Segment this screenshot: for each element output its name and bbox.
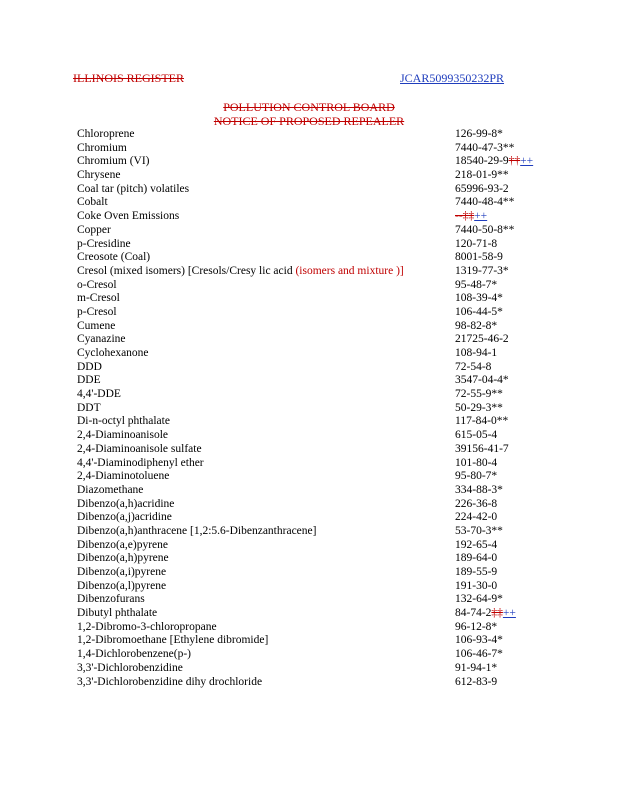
substance-name — [77, 333, 126, 347]
substance-row — [77, 634, 557, 648]
substance-row — [77, 320, 557, 334]
cas-inserted-marker: ++ — [474, 210, 488, 223]
substance-row — [77, 279, 557, 293]
substance-row — [77, 429, 557, 443]
substance-row — [77, 566, 557, 580]
substance-name — [77, 566, 166, 580]
substance-name-text: Coke Oven Emissions — [77, 210, 180, 223]
substance-row — [77, 498, 557, 512]
substance-name — [77, 388, 121, 402]
cas-number-text: 612-83-9 — [455, 675, 498, 688]
substance-name-text: DDD — [77, 360, 102, 373]
substance-row — [77, 142, 557, 156]
cas-deleted-marker: †† — [508, 155, 521, 168]
substance-name — [77, 580, 166, 594]
substance-row — [77, 511, 557, 525]
cas-number — [455, 169, 509, 183]
substance-row — [77, 552, 557, 566]
substance-name — [77, 374, 101, 388]
cas-number — [455, 593, 503, 607]
cas-number — [455, 484, 503, 498]
cas-number — [455, 210, 487, 224]
substance-name-text: Cresol (mixed isomers) [Cresols/Cresy lic acid — [77, 264, 296, 277]
cas-number — [455, 415, 508, 429]
substance-row — [77, 539, 557, 553]
cas-number — [455, 634, 503, 648]
cas-number — [455, 621, 497, 635]
substance-name — [77, 621, 217, 635]
substance-name-text: Cumene — [77, 319, 116, 332]
board-title: POLLUTION CONTROL BOARD — [223, 100, 395, 114]
cas-number — [455, 607, 516, 621]
cas-number-text: 39156-41-7 — [455, 442, 509, 455]
substance-row — [77, 374, 557, 388]
cas-number-text: 192-65-4 — [455, 538, 498, 551]
substance-name-text: DDT — [77, 401, 101, 414]
substance-name — [77, 306, 117, 320]
cas-number-text: 189-55-9 — [455, 566, 498, 578]
substance-row — [77, 525, 557, 539]
substance-name — [77, 457, 204, 471]
cas-number — [455, 306, 503, 320]
substance-name — [77, 155, 150, 169]
substance-name-text: 2,4-Diaminotoluene — [77, 470, 170, 483]
cas-number-text: 7440-50-8** — [455, 223, 515, 236]
cas-number-text: 65996-93-2 — [455, 182, 509, 195]
cas-number — [455, 402, 503, 416]
substance-row — [77, 402, 557, 416]
substance-row — [77, 265, 557, 279]
substance-name-text: 2,4-Diaminoanisole — [77, 429, 169, 442]
substance-name-text: o-Cresol — [77, 278, 117, 291]
substance-name — [77, 347, 149, 361]
cas-number — [455, 238, 497, 252]
substance-name — [77, 443, 202, 457]
cas-number-text: 117-84-0** — [455, 415, 509, 428]
cas-number-text: 218-01-9** — [455, 169, 509, 182]
cas-inserted-marker: ++ — [520, 155, 534, 168]
cas-number — [455, 347, 497, 361]
substance-row — [77, 443, 557, 457]
document-id-link[interactable]: JCAR5099350232PR — [400, 71, 505, 85]
cas-number — [455, 155, 533, 169]
substance-row — [77, 169, 557, 183]
substance-list — [77, 128, 557, 689]
substance-name-text: Coal tar (pitch) volatiles — [77, 182, 190, 195]
substance-name-text: 3,3'-Dichlorobenzidine dihy drochloride — [77, 675, 263, 688]
cas-number — [455, 320, 497, 334]
cas-number-text: 615-05-4 — [455, 429, 498, 442]
substance-name — [77, 525, 316, 539]
cas-number — [455, 333, 509, 347]
cas-number-text: 98-82-8* — [455, 319, 498, 332]
cas-number-text: 189-64-0 — [455, 552, 498, 565]
cas-number — [455, 662, 497, 676]
substance-row — [77, 224, 557, 238]
substance-name-text: Chromium — [77, 141, 127, 154]
cas-number — [455, 279, 497, 293]
substance-name — [77, 128, 134, 142]
substance-row — [77, 183, 557, 197]
substance-row — [77, 593, 557, 607]
substance-name — [77, 402, 101, 416]
cas-number-text: 334-88-3* — [455, 483, 503, 496]
substance-name — [77, 511, 172, 525]
substance-row — [77, 306, 557, 320]
substance-name — [77, 361, 102, 375]
substance-name — [77, 593, 145, 607]
substance-row — [77, 580, 557, 594]
substance-name — [77, 648, 191, 662]
substance-row — [77, 238, 557, 252]
cas-number-text: 95-80-7* — [455, 470, 498, 483]
cas-number-text: 108-94-1 — [455, 347, 498, 359]
substance-name-text: Dibenzo(a,j)acridine — [77, 511, 172, 524]
substance-name — [77, 415, 170, 429]
substance-row — [77, 292, 557, 306]
substance-row — [77, 415, 557, 429]
substance-name-amendment: (isomers and mixture )] — [295, 264, 404, 277]
cas-number-text: 3547-04-4* — [455, 374, 509, 387]
substance-name — [77, 279, 117, 293]
substance-row — [77, 621, 557, 635]
cas-number — [455, 552, 497, 566]
cas-number — [455, 142, 514, 156]
cas-number-text: 21725-46-2 — [455, 333, 509, 346]
substance-name-text: Cyanazine — [77, 333, 126, 346]
substance-name-text: Dibenzo(a,h)anthracene [1,2:5.6-Dibenzanthracene] — [77, 524, 317, 537]
substance-name-text: Cobalt — [77, 196, 108, 209]
cas-number-text: 106-46-7* — [455, 648, 503, 661]
cas-number-text: 120-71-8 — [455, 237, 498, 250]
substance-name-text: Chromium (VI) — [77, 155, 150, 168]
substance-name — [77, 265, 404, 279]
substance-row — [77, 333, 557, 347]
cas-number-text: 7440-48-4** — [455, 196, 515, 209]
substance-name — [77, 539, 168, 553]
substance-name — [77, 292, 120, 306]
substance-row — [77, 676, 557, 690]
substance-name-text: 4,4'-DDE — [77, 388, 121, 401]
substance-name-text: m-Cresol — [77, 292, 120, 305]
cas-number-text: 72-55-9** — [455, 388, 503, 401]
substance-name-text: Diazomethane — [77, 483, 144, 496]
substance-name — [77, 634, 268, 648]
cas-number-text: 191-30-0 — [455, 579, 498, 592]
cas-number-text: 106-93-4* — [455, 634, 503, 647]
cas-number-text: 101-80-4 — [455, 456, 498, 469]
substance-name — [77, 196, 108, 210]
substance-name — [77, 142, 127, 156]
substance-name-text: Chrysene — [77, 169, 121, 182]
cas-number — [455, 429, 497, 443]
substance-name — [77, 470, 169, 484]
cas-number-text: 1319-77-3* — [455, 264, 509, 277]
cas-inserted-marker: ++ — [502, 607, 516, 620]
substance-name — [77, 224, 111, 238]
substance-name — [77, 662, 183, 676]
substance-name-text: Copper — [77, 223, 111, 236]
cas-number — [455, 498, 497, 512]
cas-number — [455, 539, 497, 553]
substance-row — [77, 361, 557, 375]
substance-name — [77, 183, 189, 197]
substance-row — [77, 210, 557, 224]
substance-name-text: 2,4-Diaminoanisole sulfate — [77, 442, 202, 455]
substance-name-text: Dibenzofurans — [77, 593, 145, 606]
cas-number — [455, 388, 503, 402]
cas-number-text: 226-36-8 — [455, 497, 498, 510]
substance-name-text: Dibutyl phthalate — [77, 607, 158, 620]
substance-name — [77, 320, 115, 334]
cas-number — [455, 196, 514, 210]
substance-name-text: Dibenzo(a,l)pyrene — [77, 579, 167, 592]
cas-number-text: 224-42-0 — [455, 511, 498, 524]
substance-row — [77, 470, 557, 484]
substance-name — [77, 607, 157, 621]
cas-number — [455, 183, 509, 197]
cas-number — [455, 443, 509, 457]
substance-name-text: 1,2-Dibromoethane [Ethylene dibromide] — [77, 634, 269, 647]
substance-name-text: Dibenzo(a,h)pyrene — [77, 552, 169, 565]
substance-name — [77, 484, 143, 498]
substance-name-text: 4,4'-Diaminodiphenyl ether — [77, 456, 204, 469]
cas-number — [455, 676, 497, 690]
cas-number — [455, 470, 497, 484]
cas-number-text: 84-74-2 — [455, 607, 492, 620]
cas-number-text: 72-54-8 — [455, 360, 492, 373]
cas-number-text: 126-99-8* — [455, 128, 503, 140]
substance-row — [77, 155, 557, 169]
substance-name-text: p-Cresol — [77, 305, 117, 318]
substance-name — [77, 676, 262, 690]
substance-row — [77, 196, 557, 210]
cas-number — [455, 265, 509, 279]
substance-name-text: DDE — [77, 374, 101, 387]
cas-number — [455, 374, 509, 388]
substance-row — [77, 251, 557, 265]
notice-title: NOTICE OF PROPOSED REPEALER — [213, 114, 405, 128]
cas-deleted-marker: --‡‡ — [455, 210, 475, 223]
cas-number-text: 106-44-5* — [455, 305, 503, 318]
cas-number — [455, 648, 503, 662]
substance-name-text: 1,2-Dibromo-3-chloropropane — [77, 620, 217, 633]
substance-name-text: Creosote (Coal) — [77, 251, 151, 264]
substance-row — [77, 128, 557, 142]
substance-row — [77, 388, 557, 402]
cas-number — [455, 580, 497, 594]
substance-name — [77, 169, 120, 183]
cas-number-text: 95-48-7* — [455, 278, 498, 291]
substance-name — [77, 238, 131, 252]
substance-row — [77, 457, 557, 471]
cas-number-text: 18540-29-9 — [455, 155, 509, 168]
substance-name-text: 1,4-Dichlorobenzene(p-) — [77, 648, 191, 661]
cas-number-text: 53-70-3** — [455, 524, 503, 537]
substance-name-text: Dibenzo(a,e)pyrene — [77, 538, 168, 551]
substance-row — [77, 484, 557, 498]
cas-number — [455, 128, 503, 142]
substance-name — [77, 498, 174, 512]
cas-number-text: 96-12-8* — [455, 620, 498, 633]
cas-number — [455, 566, 497, 580]
substance-name — [77, 251, 150, 265]
substance-name-text: p-Cresidine — [77, 237, 131, 250]
cas-number — [455, 224, 514, 238]
cas-number-text: 108-39-4* — [455, 292, 503, 305]
substance-name-text: Chloroprene — [77, 128, 135, 140]
register-header: ILLINOIS REGISTER — [73, 71, 184, 85]
substance-name — [77, 210, 179, 224]
substance-name-text: Cyclohexanone — [77, 347, 149, 359]
cas-deleted-marker: ‡‡ — [491, 607, 503, 620]
cas-number-text: 91-94-1* — [455, 661, 498, 674]
substance-name — [77, 552, 169, 566]
cas-number-text: 7440-47-3** — [455, 141, 515, 154]
substance-name-text: 3,3'-Dichlorobenzidine — [77, 661, 183, 674]
cas-number — [455, 525, 503, 539]
cas-number — [455, 511, 497, 525]
substance-row — [77, 662, 557, 676]
substance-row — [77, 347, 557, 361]
cas-number — [455, 251, 503, 265]
substance-row — [77, 607, 557, 621]
substance-row — [77, 648, 557, 662]
substance-name — [77, 429, 168, 443]
substance-name-text: Di-n-octyl phthalate — [77, 415, 170, 428]
cas-number-text: 132-64-9* — [455, 593, 503, 606]
substance-name-text: Dibenzo(a,h)acridine — [77, 497, 175, 510]
cas-number-text: 8001-58-9 — [455, 251, 503, 264]
cas-number-text: 50-29-3** — [455, 401, 503, 414]
cas-number — [455, 292, 503, 306]
cas-number — [455, 457, 497, 471]
cas-number — [455, 361, 491, 375]
substance-name-text: Dibenzo(a,i)pyrene — [77, 566, 167, 578]
